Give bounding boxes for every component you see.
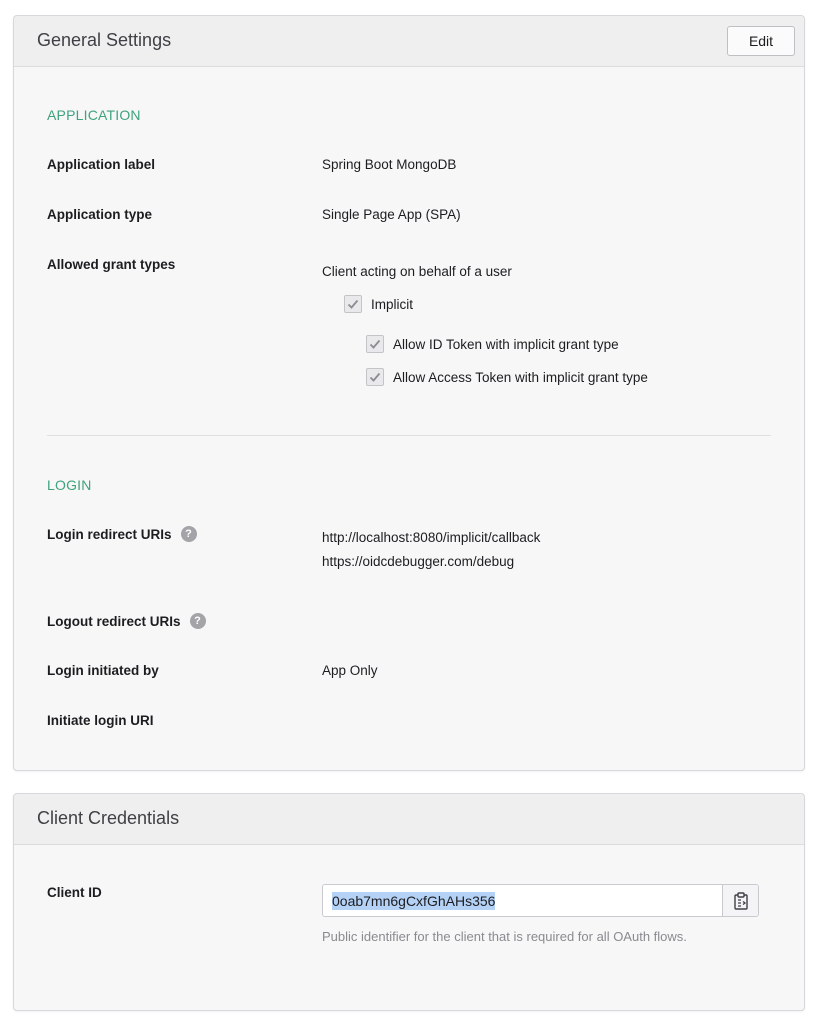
application-section-title: APPLICATION [47, 107, 141, 123]
grant-group-label: Client acting on behalf of a user [322, 264, 512, 279]
login-redirect-uri-2: https://oidcdebugger.com/debug [322, 554, 515, 569]
implicit-label: Implicit [371, 296, 414, 312]
initiate-login-uri-key: Initiate login URI [47, 713, 154, 728]
logout-redirect-uris-label: Logout redirect URIs [47, 613, 181, 629]
copy-button[interactable] [722, 885, 758, 916]
access-token-label: Allow Access Token with implicit grant type [393, 369, 648, 385]
client-id-value: 0oab7mn6gCxfGhAHs356 [332, 892, 496, 909]
application-label-key: Application label [47, 157, 156, 172]
id-token-checkbox[interactable] [366, 335, 384, 353]
client-credentials-panel [13, 793, 805, 1011]
logout-redirect-uris-key [47, 613, 206, 629]
general-settings-title: General Settings [37, 30, 172, 50]
client-credentials-header [14, 794, 804, 845]
section-divider [47, 435, 771, 436]
application-label-value: Spring Boot MongoDB [322, 157, 457, 172]
client-id-field[interactable] [322, 884, 759, 917]
client-id-input[interactable] [323, 885, 722, 916]
general-settings-panel [13, 15, 805, 771]
implicit-checkbox[interactable] [344, 295, 362, 313]
login-redirect-uri-1: http://localhost:8080/implicit/callback [322, 530, 541, 545]
implicit-checkbox-row[interactable] [344, 295, 413, 313]
login-redirect-uris-label: Login redirect URIs [47, 526, 172, 542]
id-token-checkbox-row[interactable] [366, 335, 619, 353]
application-type-value: Single Page App (SPA) [322, 207, 461, 222]
login-initiated-by-key: Login initiated by [47, 663, 159, 678]
application-type-key: Application type [47, 207, 153, 222]
help-icon[interactable]: ? [181, 526, 197, 542]
help-icon[interactable]: ? [190, 613, 206, 629]
check-icon [369, 371, 381, 383]
client-id-key: Client ID [47, 885, 102, 900]
client-id-help-text: Public identifier for the client that is required for all OAuth flows. [322, 929, 687, 944]
login-section-title: LOGIN [47, 477, 92, 493]
check-icon [369, 338, 381, 350]
access-token-checkbox-row[interactable] [366, 368, 648, 386]
clipboard-icon [733, 892, 749, 910]
login-initiated-by-value: App Only [322, 663, 378, 678]
edit-button[interactable]: Edit [727, 26, 795, 56]
id-token-label: Allow ID Token with implicit grant type [393, 336, 619, 352]
login-redirect-uris-key [47, 526, 197, 542]
allowed-grant-types-key: Allowed grant types [47, 257, 176, 272]
check-icon [347, 298, 359, 310]
general-settings-header [14, 16, 804, 67]
access-token-checkbox[interactable] [366, 368, 384, 386]
client-credentials-title: Client Credentials [37, 808, 180, 828]
